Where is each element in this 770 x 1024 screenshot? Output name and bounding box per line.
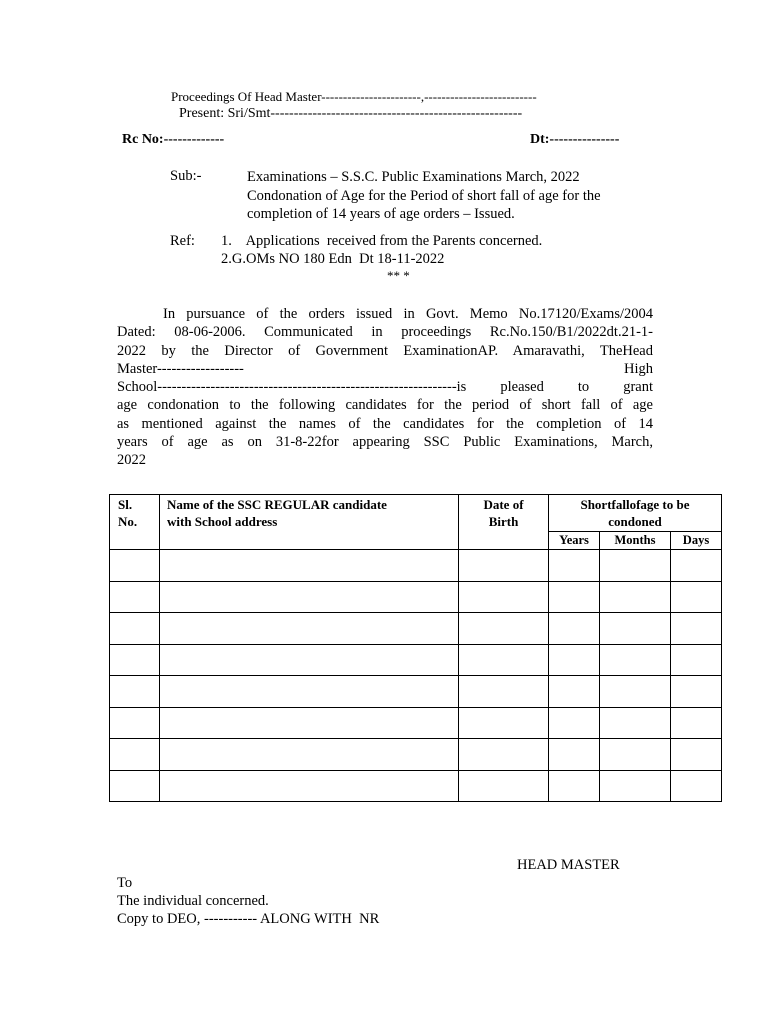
cell-days <box>671 739 722 771</box>
header-text: Date of <box>483 497 524 512</box>
table-row <box>110 676 722 708</box>
cell-sl-no <box>110 644 160 676</box>
addressee-recipient: The individual concerned. <box>117 893 269 909</box>
cell-years <box>549 739 600 771</box>
cell-days <box>671 707 722 739</box>
reference-item: 2.G.OMs NO 180 Edn Dt 18-11-2022 <box>221 251 445 267</box>
cell-days <box>671 581 722 613</box>
cell-months <box>600 707 671 739</box>
cell-sl-no <box>110 739 160 771</box>
cell-candidate-name <box>160 644 459 676</box>
reference-item: 1. Applications received from the Parents concerned. <box>221 233 543 249</box>
cell-days <box>671 613 722 645</box>
cell-years <box>549 676 600 708</box>
cell-date-of-birth <box>459 739 549 771</box>
paragraph-line: 2022 <box>117 452 146 469</box>
cell-months <box>600 613 671 645</box>
cell-date-of-birth <box>459 676 549 708</box>
table-row <box>110 770 722 802</box>
cell-sl-no <box>110 770 160 802</box>
cell-date-of-birth <box>459 550 549 582</box>
header-date-of-birth <box>459 495 549 550</box>
paragraph-line: 2022 by the Director of Government ExaminationAP. Amaravathi, TheHead <box>117 342 653 359</box>
header-months: Months <box>600 532 671 550</box>
cell-sl-no <box>110 707 160 739</box>
cell-date-of-birth <box>459 581 549 613</box>
table-row <box>110 739 722 771</box>
cell-date-of-birth <box>459 707 549 739</box>
paragraph-line: Master------------------ High <box>117 360 653 377</box>
candidates-table <box>109 494 722 802</box>
cell-years <box>549 550 600 582</box>
cell-candidate-name <box>160 739 459 771</box>
subject-label: Sub:- <box>170 168 202 184</box>
paragraph-line: years of age as on 31-8-22for appearing SSC Public Examinations, March, <box>117 434 653 451</box>
cell-candidate-name <box>160 707 459 739</box>
paragraph-line: In pursuance of the orders issued in Govt. Memo No.17120/Exams/2004 <box>163 306 653 322</box>
header-text: Name of the SSC REGULAR candidate <box>167 497 387 512</box>
cell-months <box>600 550 671 582</box>
subject-text <box>247 168 601 224</box>
cell-candidate-name <box>160 613 459 645</box>
cell-months <box>600 581 671 613</box>
table-row <box>110 550 722 582</box>
table-row <box>110 581 722 613</box>
cell-date-of-birth <box>459 644 549 676</box>
signature-head-master: HEAD MASTER <box>517 857 620 873</box>
body-paragraph <box>117 305 653 470</box>
cell-candidate-name <box>160 770 459 802</box>
header-text: with School address <box>167 514 278 529</box>
table-body <box>110 550 722 802</box>
section-separator: ** * <box>387 268 410 283</box>
cell-candidate-name <box>160 581 459 613</box>
paragraph-line: Dated: 08-06-2006. Communicated in proceedings Rc.No.150/B1/2022dt.21-1- <box>117 324 653 341</box>
present-line: Present: Sri/Smt------------------------------------------------------ <box>179 106 523 121</box>
table-row <box>110 707 722 739</box>
cell-sl-no <box>110 550 160 582</box>
header-candidate-name <box>160 495 459 550</box>
cell-candidate-name <box>160 550 459 582</box>
paragraph-line: age condonation to the following candidates for the period of short fall of age <box>117 397 653 414</box>
header-text: Sl. <box>118 497 133 512</box>
header-text: No. <box>118 514 138 529</box>
cell-days <box>671 676 722 708</box>
table-row <box>110 613 722 645</box>
cell-days <box>671 644 722 676</box>
header-shortfall <box>549 495 722 532</box>
header-text: Shortfallofage to be <box>580 497 690 512</box>
header-sl-no <box>110 495 160 550</box>
date-field: Dt:--------------- <box>530 132 620 147</box>
cell-months <box>600 739 671 771</box>
paragraph-line: as mentioned against the names of the candidates for the completion of 14 <box>117 415 653 432</box>
subject-line: Condonation of Age for the Period of short fall of age for the <box>247 187 601 204</box>
cell-years <box>549 707 600 739</box>
paragraph-line: School--------------------------------------------------------------is pleased to grant <box>117 379 653 396</box>
cell-years <box>549 613 600 645</box>
cell-sl-no <box>110 676 160 708</box>
cell-candidate-name <box>160 676 459 708</box>
cell-months <box>600 770 671 802</box>
cell-sl-no <box>110 613 160 645</box>
cell-days <box>671 770 722 802</box>
cell-days <box>671 550 722 582</box>
proceedings-header: Proceedings Of Head Master-----------------------,-------------------------- <box>171 89 537 104</box>
cell-sl-no <box>110 581 160 613</box>
header-text: Birth <box>488 514 519 529</box>
header-years: Years <box>549 532 600 550</box>
header-text: condoned <box>608 514 662 529</box>
reference-label: Ref: <box>170 233 195 249</box>
subject-line: completion of 14 years of age orders – Issued. <box>247 206 515 222</box>
cell-date-of-birth <box>459 613 549 645</box>
rc-number: Rc No:------------- <box>122 132 225 147</box>
copy-to-line: Copy to DEO, ----------- ALONG WITH NR <box>117 911 380 927</box>
subject-line: Examinations – S.S.C. Public Examinations March, 2022 <box>247 169 580 185</box>
cell-years <box>549 581 600 613</box>
table-row <box>110 644 722 676</box>
header-days: Days <box>671 532 722 550</box>
cell-years <box>549 770 600 802</box>
cell-date-of-birth <box>459 770 549 802</box>
cell-years <box>549 644 600 676</box>
addressee-to: To <box>117 875 133 891</box>
cell-months <box>600 644 671 676</box>
cell-months <box>600 676 671 708</box>
